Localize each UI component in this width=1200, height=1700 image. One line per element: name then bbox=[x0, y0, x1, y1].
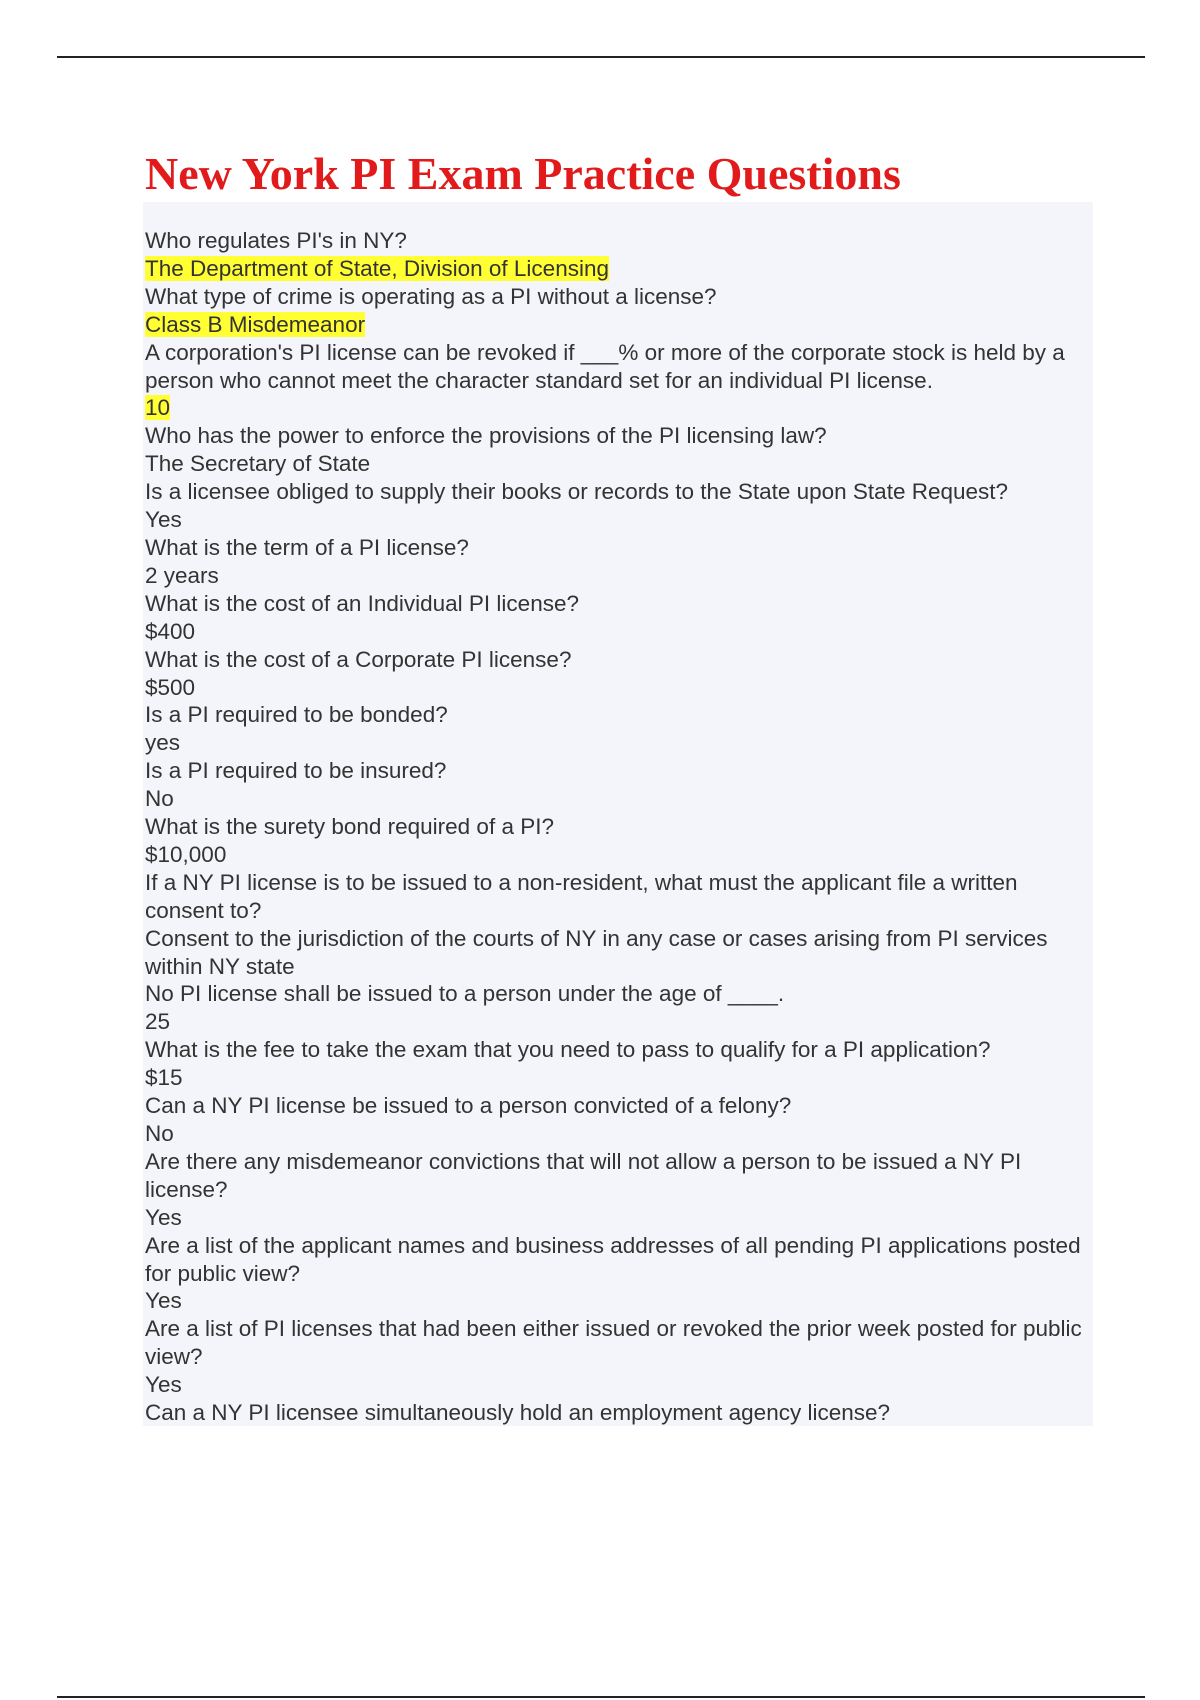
line-text: No bbox=[145, 1121, 174, 1146]
document-title: New York PI Exam Practice Questions bbox=[145, 148, 901, 199]
line-text: Can a NY PI license be issued to a person convicted of a felony? bbox=[145, 1093, 792, 1119]
line-text: What is the fee to take the exam that you need to pass to qualify for a PI application? bbox=[145, 1037, 991, 1063]
qa-line bbox=[145, 283, 1090, 311]
qa-line bbox=[145, 841, 1090, 869]
qa-line bbox=[145, 1120, 1090, 1148]
qa-line bbox=[145, 785, 1090, 813]
highlighted-text: 10 bbox=[145, 395, 171, 421]
line-text: Can a NY PI licensee simultaneously hold an employment agency license? bbox=[145, 1400, 891, 1426]
qa-line bbox=[145, 1315, 1090, 1371]
line-text: Yes bbox=[145, 1372, 182, 1398]
qa-line bbox=[145, 1232, 1090, 1288]
highlighted-answer-line bbox=[145, 255, 1090, 283]
highlighted-text: Class B Misdemeanor bbox=[145, 311, 366, 337]
qa-line bbox=[145, 646, 1090, 674]
qa-line bbox=[145, 422, 1090, 450]
line-text: Who has the power to enforce the provisions of the PI licensing law? bbox=[145, 423, 827, 449]
line-text: What is the cost of an Individual PI license? bbox=[145, 590, 579, 616]
highlighted-text: The Department of State, Division of Licensing bbox=[145, 255, 609, 281]
line-text: Yes bbox=[145, 507, 182, 533]
qa-line bbox=[145, 227, 1090, 255]
line-text: No bbox=[145, 786, 174, 812]
qa-line bbox=[145, 757, 1090, 785]
qa-line bbox=[145, 1008, 1090, 1036]
qa-line bbox=[145, 701, 1090, 729]
line-text: Is a licensee obliged to supply their books or records to the State upon State Request? bbox=[145, 479, 1009, 505]
highlighted-answer-line bbox=[145, 311, 1090, 339]
qa-line bbox=[145, 980, 1090, 1008]
highlighted-answer-line bbox=[145, 394, 1090, 422]
line-text: 25 bbox=[145, 1009, 171, 1035]
qa-line bbox=[145, 1371, 1090, 1399]
line-text: Who regulates PI's in NY? bbox=[145, 228, 407, 253]
footer-rule bbox=[57, 1696, 1145, 1698]
line-text: If a NY PI license is to be issued to a non-resident, what must the applicant file a written consent to? bbox=[145, 869, 1018, 923]
qa-line bbox=[145, 1148, 1090, 1204]
line-text: What is the surety bond required of a PI? bbox=[145, 814, 554, 840]
header-rule bbox=[57, 56, 1145, 58]
qa-line bbox=[145, 1036, 1090, 1064]
qa-line bbox=[145, 478, 1090, 506]
qa-line bbox=[145, 674, 1090, 702]
qa-list bbox=[145, 227, 1090, 1427]
qa-line bbox=[145, 1092, 1090, 1120]
line-text: What type of crime is operating as a PI without a license? bbox=[145, 283, 717, 309]
line-text: A corporation's PI license can be revoked if ___% or more of the corporate stock is held by a person who cannot meet the character standard set for an individual PI license. bbox=[145, 339, 1065, 393]
line-text: Are there any misdemeanor convictions that will not allow a person to be issued a NY PI license? bbox=[145, 1148, 1022, 1202]
line-text: Is a PI required to be insured? bbox=[145, 758, 447, 784]
line-text: Yes bbox=[145, 1204, 182, 1230]
line-text: Are a list of PI licenses that had been either issued or revoked the prior week posted for public view? bbox=[145, 1316, 1082, 1370]
qa-line bbox=[145, 590, 1090, 618]
qa-line bbox=[145, 869, 1090, 925]
qa-line bbox=[145, 450, 1090, 478]
qa-line bbox=[145, 813, 1090, 841]
line-text: Are a list of the applicant names and business addresses of all pending PI applications posted for public view? bbox=[145, 1232, 1081, 1286]
line-text: Consent to the jurisdiction of the courts of NY in any case or cases arising from PI services within NY state bbox=[145, 925, 1048, 979]
line-text: yes bbox=[145, 730, 181, 756]
line-text: $15 bbox=[145, 1065, 183, 1091]
qa-line bbox=[145, 1204, 1090, 1232]
line-text: Yes bbox=[145, 1288, 182, 1314]
line-text: $400 bbox=[145, 618, 196, 644]
qa-line bbox=[145, 1287, 1090, 1315]
line-text: The Secretary of State bbox=[145, 451, 371, 477]
qa-line bbox=[145, 925, 1090, 981]
line-text: 2 years bbox=[145, 562, 219, 588]
line-text: Is a PI required to be bonded? bbox=[145, 702, 448, 728]
qa-line bbox=[145, 729, 1090, 757]
qa-line bbox=[145, 562, 1090, 590]
qa-line bbox=[145, 339, 1090, 395]
qa-line bbox=[145, 618, 1090, 646]
line-text: What is the cost of a Corporate PI license? bbox=[145, 646, 572, 672]
line-text: $10,000 bbox=[145, 841, 227, 867]
line-text: What is the term of a PI license? bbox=[145, 534, 469, 560]
qa-line bbox=[145, 1064, 1090, 1092]
qa-line bbox=[145, 1399, 1090, 1427]
qa-line bbox=[145, 534, 1090, 562]
line-text: No PI license shall be issued to a person under the age of ____. bbox=[145, 981, 785, 1007]
qa-line bbox=[145, 506, 1090, 534]
line-text: $500 bbox=[145, 674, 196, 700]
